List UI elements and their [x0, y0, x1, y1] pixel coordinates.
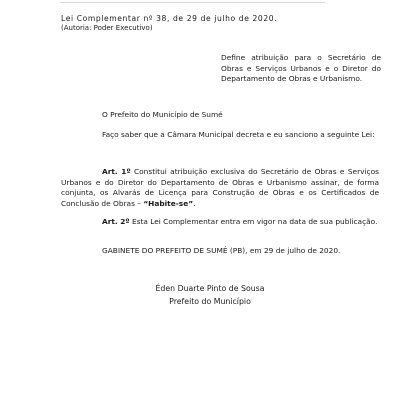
salutation: O Prefeito do Município de Sumé — [102, 110, 223, 119]
preamble-paragraph: Faço saber que a Câmara Municipal decreta e eu sanciono a seguinte Lei: — [102, 130, 375, 139]
article-1-paragraph — [61, 167, 379, 209]
author-note: (Autoria: Poder Executivo) — [61, 24, 153, 32]
top-divider — [60, 2, 325, 3]
article-2-text: Esta Lei Complementar entra em vigor na data de sua publicação. — [129, 217, 378, 226]
article-1-text: Constitui atribuição exclusiva do Secretário de Obras e Serviços Urbanos e do Diretor do Departamento de Obras e Urbanismo assinar, de forma conjunta, os Alvarás de Licença para Construção de Obras e os Certificados de Conclusão de Obras – — [61, 167, 379, 208]
signatory-title: Prefeito do Município — [169, 297, 251, 306]
article-2-paragraph — [61, 217, 379, 228]
signatory-name: Éden Duarte Pinto de Sousa — [155, 284, 265, 293]
article-1-end: . — [193, 198, 196, 208]
habite-se-term: “Habite-se” — [143, 198, 194, 208]
article-2-label: Art. 2º — [102, 217, 130, 226]
article-1-label: Art. 1º — [102, 167, 131, 176]
closing-line: GABINETE DO PREFEITO DE SUMÉ (PB), em 29 de julho de 2020. — [102, 246, 341, 255]
law-summary: Define atribuição para o Secretário de Obras e Serviços Urbanos e o Diretor do Departamento de Obras e Urbanismo. — [221, 53, 381, 84]
law-title: Lei Complementar nº 38, de 29 de julho de 2020. — [61, 14, 278, 23]
